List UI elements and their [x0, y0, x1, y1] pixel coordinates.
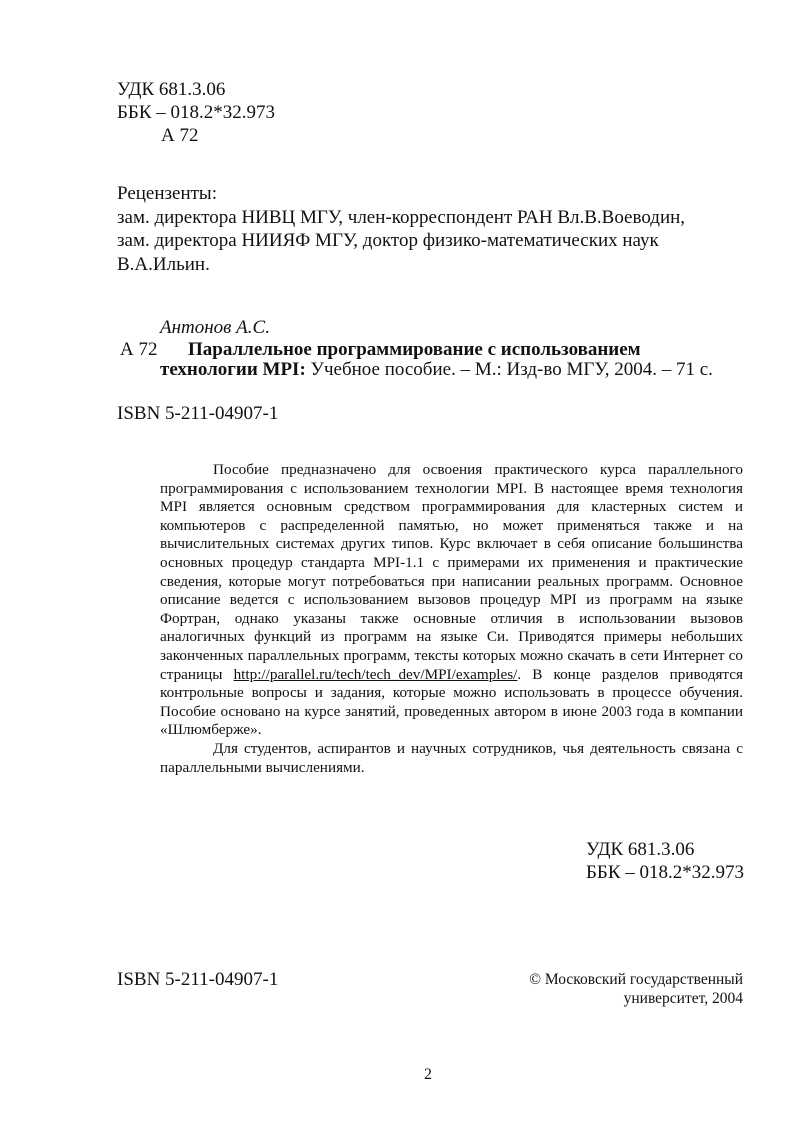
bbk-code: ББК – 018.2*32.973: [586, 862, 744, 883]
copyright-line: университет, 2004: [623, 990, 743, 1007]
publication-info: Учебное пособие. – М.: Изд-во МГУ, 2004. – 71 с.: [310, 359, 713, 380]
bibliographic-mark: А 72: [120, 339, 158, 360]
abstract-text-continued: . В конце разделов приводятся контрольные вопросы и задания, которые можно использовать в процессе обучения. Пособие основано на курсе занятий, проведенных автором в июне 2003 года в компании «Шлюмберже».: [160, 665, 743, 739]
reviewer-line: зам. директора НИВЦ МГУ, член-корреспондент РАН Вл.В.Воеводин,: [117, 206, 686, 228]
isbn-bottom: ISBN 5-211-04907-1: [117, 969, 279, 990]
copyright-line: © Московский государственный: [529, 971, 743, 988]
abstract-text: Пособие предназначено для освоения практического курса параллельного программирования с использованием технологии MPI. В настоящее время технология MPI является основным средством программирования для кластерных систем и компьютеров с распределенной памятью, но может применяться также и на вычислительных системах других типов. Курс включает в себя описание большинства основных процедур стандарта MPI-1.1 с примерами их применения и практические сведения, которые могут потребоваться при написании реальных программ. Основное описание ведется с использованием вызовов процедур MPI из программ на языке Фортран, однако указаны также основные отличия в использовании вызовов аналогичных функций из программ на языке Си. Приводятся примеры небольших законченных параллельных программ, тексты которых можно скачать в сети Интернет со страницы: [160, 461, 743, 683]
examples-link[interactable]: http://parallel.ru/tech/tech_dev/MPI/examples/: [233, 665, 518, 683]
book-title-technology: технологии MPI:: [160, 359, 306, 380]
copyright-block: [529, 970, 743, 1008]
udk-code: УДК 681.3.06: [586, 839, 695, 860]
page-number: 2: [424, 1066, 432, 1083]
abstract-paragraph: [160, 461, 743, 740]
isbn-top: ISBN 5-211-04907-1: [117, 403, 279, 424]
reviewers-heading: Рецензенты:: [117, 183, 217, 204]
author-name: Антонов А.С.: [160, 317, 270, 338]
classification-block: [117, 78, 275, 147]
reviewer-line: зам. директора НИИЯФ МГУ, доктор физико-математических наук: [117, 230, 659, 251]
audience-paragraph: Для студентов, аспирантов и научных сотрудников, чья деятельность связана с параллельными вычислениями.: [160, 739, 743, 776]
udk-code: УДК 681.3.06: [117, 79, 226, 100]
abstract: [160, 461, 743, 777]
book-title-line-1: Параллельное программирование с использованием: [188, 339, 641, 360]
classification-block-bottom: [586, 838, 744, 884]
author-mark: А 72: [161, 125, 199, 146]
reviewers-block: [117, 182, 685, 276]
book-title-line-2: [160, 358, 713, 381]
bbk-code: ББК – 018.2*32.973: [117, 102, 275, 123]
reviewer-line: В.А.Ильин.: [117, 253, 210, 275]
